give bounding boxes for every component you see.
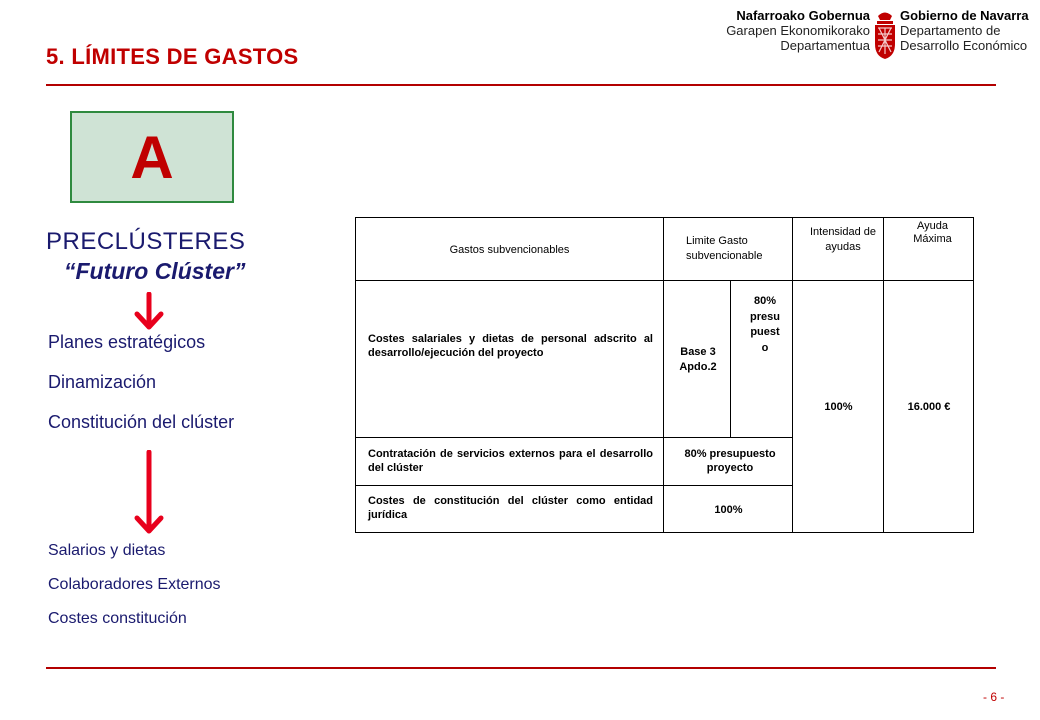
arrow-down-icon [132, 450, 166, 536]
header-ayuda: Ayuda Máxima [913, 220, 952, 245]
table-cell-limite-percent: 80% presupuesto [750, 295, 780, 354]
navarra-shield-icon [873, 10, 897, 60]
table-cell-gasto: Costes de constitución del clúster como entidad jurídica [368, 495, 653, 521]
arrow-down-icon [132, 292, 166, 332]
section-label-box: A [70, 111, 234, 203]
logo-basque-line2: Garapen Ekonomikorako [726, 23, 870, 38]
table-cell-limite-base: Base 3 Apdo.2 [679, 346, 717, 373]
list-item: Costes constitución [48, 610, 187, 627]
logo-basque-line3: Departamentua [780, 38, 870, 53]
table-cell-gasto: Contratación de servicios externos para el desarrollo del clúster [368, 448, 653, 474]
table-cell-gasto: Costes salariales y dietas de personal adscrito al desarrollo/ejecución del proyecto [368, 333, 653, 359]
list-item: Planes estratégicos [48, 332, 206, 352]
footer-divider [46, 667, 996, 669]
header-gastos: Gastos subvencionables [449, 244, 570, 256]
expense-table-grid [355, 217, 975, 535]
header-limite: Limite Gasto subvencionable [686, 235, 763, 262]
list-item: Salarios y dietas [48, 542, 166, 559]
header-divider [46, 84, 996, 86]
list-item: Colaboradores Externos [48, 576, 221, 593]
page-number: - 6 - [983, 690, 1005, 704]
list-item: Dinamización [48, 372, 157, 392]
logo-spanish-line1: Gobierno de Navarra [900, 8, 1029, 23]
table-cell-limite: 100% [714, 504, 743, 516]
page-title: 5. LÍMITES DE GASTOS [46, 44, 299, 69]
list-item: Constitución del clúster [48, 412, 235, 432]
header-intensidad: Intensidad de ayudas [809, 226, 877, 253]
logo-basque-line1: Nafarroako Gobernua [736, 8, 870, 23]
logo-spanish-text [900, 8, 1040, 53]
logo-spanish-line2: Departamento de [900, 23, 1001, 38]
table-cell-ayuda-maxima: 16.000 € [907, 401, 951, 413]
category-heading: PRECLÚSTERES [46, 228, 246, 255]
table-cell-intensidad: 100% [824, 401, 853, 413]
logo-spanish-line3: Desarrollo Económico [900, 38, 1028, 53]
logo-basque-text [710, 8, 870, 53]
government-logo [710, 8, 1035, 70]
table-cell-limite: 80% presupuesto proyecto [684, 448, 776, 474]
category-subheading: “Futuro Clúster” [64, 258, 246, 284]
